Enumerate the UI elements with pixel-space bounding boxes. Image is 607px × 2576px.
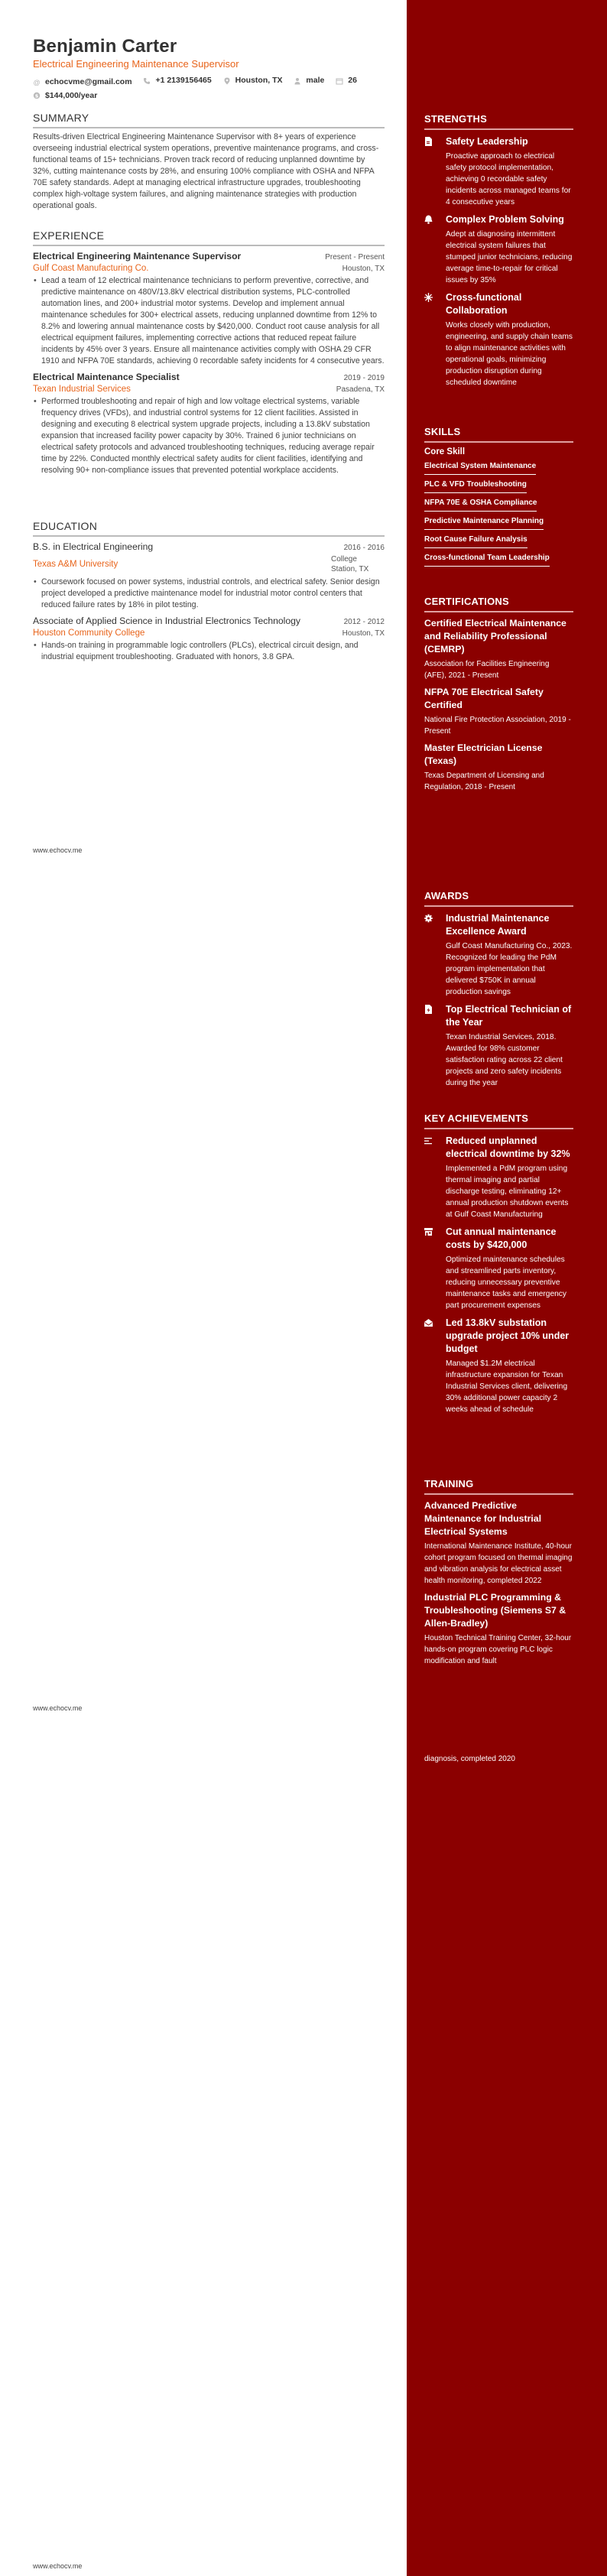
degree: Associate of Applied Science in Industrial Electronics Technology (33, 616, 301, 626)
training-title: Industrial PLC Programming & Troubleshooting (Siemens S7 & Allen-Bradley) (424, 1592, 566, 1629)
award-item (424, 1003, 573, 1089)
certification-issuer: National Fire Protection Association, 2019 - Present (424, 716, 571, 736)
training-item (424, 1591, 573, 1667)
calendar-icon (336, 77, 343, 85)
certification-issuer: Texas Department of Licensing and Regulation, 2018 - Present (424, 772, 544, 791)
award-title: Top Electrical Technician of the Year (446, 1004, 572, 1028)
strengths-section (424, 113, 573, 388)
section-divider (424, 1493, 573, 1495)
education-location: Houston, TX (342, 629, 385, 638)
section-divider (424, 128, 573, 130)
section-heading: KEY ACHIEVEMENTS (424, 1113, 529, 1124)
certification-item (424, 617, 573, 681)
strength-desc: Proactive approach to electrical safety protocol implementation, achieving 0 recordable safety incidents across managed teams for 4 consecutive years (446, 152, 571, 206)
achievement-title: Cut annual maintenance costs by $420,000 (446, 1226, 557, 1250)
education-location: College Station, TX (331, 555, 369, 573)
section-heading: SKILLS (424, 426, 461, 437)
section-divider (33, 245, 385, 246)
certification-item (424, 686, 573, 737)
section-heading: EXPERIENCE (33, 229, 105, 242)
section-divider (424, 905, 573, 907)
section-heading: TRAINING (424, 1478, 474, 1489)
strength-item (424, 135, 573, 208)
section-divider (33, 127, 385, 128)
map-pin-icon (223, 77, 231, 85)
certification-name: Master Electrician License (Texas) (424, 742, 543, 766)
award-item (424, 912, 573, 998)
section-heading: AWARDS (424, 890, 469, 901)
award-desc: Gulf Coast Manufacturing Co., 2023. Recognized for leading the PdM program implementation that delivered $750K in annual production savings (446, 942, 573, 996)
candidate-title: Electrical Engineering Maintenance Supervisor (33, 58, 239, 70)
envelope-open-icon (424, 1317, 446, 1415)
section-divider (33, 535, 385, 537)
education-entry (33, 541, 385, 611)
skill-category: Core Skill (424, 447, 466, 456)
section-divider (424, 441, 573, 443)
company-name: Gulf Coast Manufacturing Co. (33, 264, 149, 273)
person-icon (294, 77, 301, 85)
footer-url[interactable]: www.echocv.me (33, 1704, 83, 1712)
file-bolt-icon (424, 1003, 446, 1089)
at-sign-icon: @ (33, 78, 41, 86)
job-dates: Present - Present (325, 253, 385, 261)
school-name: Houston Community College (33, 629, 145, 638)
achievement-title: Led 13.8kV substation upgrade project 10% under budget (446, 1317, 570, 1354)
job-dates: 2019 - 2019 (343, 374, 385, 382)
skill-tag: Electrical System Maintenance (424, 462, 536, 475)
coin-icon (33, 92, 41, 99)
candidate-name: Benjamin Carter (33, 36, 177, 57)
section-divider (424, 611, 573, 612)
award-title: Industrial Maintenance Excellence Award (446, 913, 550, 937)
education-section (33, 520, 385, 663)
section-heading: CERTIFICATIONS (424, 596, 509, 607)
job-location: Houston, TX (342, 265, 385, 273)
strength-item (424, 291, 573, 388)
job-location: Pasadena, TX (336, 385, 385, 394)
education-entry (33, 616, 385, 663)
skill-tag: Root Cause Failure Analysis (424, 535, 527, 548)
footer-url[interactable]: www.echocv.me (33, 2562, 83, 2570)
job-title: Electrical Engineering Maintenance Supervisor (33, 251, 242, 261)
svg-text:$: $ (34, 93, 39, 99)
skill-tag: PLC & VFD Troubleshooting (424, 480, 527, 493)
strength-item (424, 213, 573, 286)
certification-name: NFPA 70E Electrical Safety Certified (424, 687, 544, 710)
summary-text: Results-driven Electrical Engineering Maintenance Supervisor with 8+ years of experience overseeing industrial electrical system operations, preventive maintenance programs, and cross-functional teams of 15+ technicians. Proven track record of reducing unplanned downtime by 32%, cutting maintenance costs by 28%, and ensuring 100% compliance with OSHA and NFPA 70E safety standards. Adept at managing electrical infrastructure upgrades, troubleshooting complex high-voltage system failures, and aligning maintenance strategies with production operational goals. (33, 132, 379, 210)
job-entry (33, 251, 385, 367)
job-entry (33, 372, 385, 476)
document-icon (424, 135, 446, 208)
contact-age: 26 (336, 74, 357, 87)
training-section (424, 1478, 573, 1667)
contact-email[interactable]: @ echocvme@gmail.com (33, 77, 132, 86)
store-icon (424, 1226, 446, 1311)
strength-desc: Works closely with production, engineering, and supply chain teams to align maintenance activities with operational goals, minimizing production disruption during scheduled downtime (446, 321, 573, 387)
training-title: Advanced Predictive Maintenance for Industrial Electrical Systems (424, 1500, 542, 1537)
section-heading: SUMMARY (33, 112, 89, 124)
skills-section (424, 426, 573, 567)
strength-desc: Adept at diagnosing intermittent electrical system failures that stumped junior technicians, reducing average time-to-repair for critical issues by 35% (446, 230, 573, 284)
job-bullet: • Lead a team of 12 electrical maintenance technicians to perform preventive, corrective, and predictive maintenance on 480V/13.8kV electrical distribution systems, PLC-controlled automation lines, and 200+ industrial motor systems. Develop and implement annual maintenance schedules for 300+ electrical assets, reducing unplanned downtime from 12% to 8.2% and lowering annual maintenance costs by $420,000. Conduct root cause analysis for all electrical equipment failures, implementing corrective actions that reduced repeat failure incidents by 45% over 3 years. Ensure all maintenance activities comply with OSHA 29 CFR 1910 and NFPA 70E standards, achieving 0 recordable safety incidents for 4 consecutive years. (33, 275, 385, 367)
lines-icon (424, 1135, 446, 1220)
education-dates: 2012 - 2012 (343, 618, 385, 626)
achievement-item (424, 1317, 573, 1415)
contact-info (33, 74, 385, 104)
certification-item (424, 742, 573, 793)
footer-url[interactable]: www.echocv.me (33, 846, 83, 854)
experience-section (33, 229, 385, 476)
education-bullet: • Hands-on training in programmable logic controllers (PLCs), electrical circuit design, and industrial equipment troubleshooting. Graduated with honors, 3.8 GPA. (33, 640, 385, 663)
skill-tag: Predictive Maintenance Planning (424, 517, 544, 530)
phone-icon (143, 77, 151, 85)
achievement-item (424, 1226, 573, 1311)
awards-section (424, 890, 573, 1089)
section-heading: STRENGTHS (424, 113, 487, 125)
training-item (424, 1499, 573, 1587)
degree: B.S. in Electrical Engineering (33, 541, 154, 552)
training-desc: Houston Technical Training Center, 32-hour hands-on program covering PLC logic modification and fault (424, 1634, 572, 1665)
summary-section (33, 112, 385, 212)
contact-location: Houston, TX (223, 74, 283, 87)
education-bullet: • Coursework focused on power systems, industrial controls, and electrical safety. Senior design project developed a predictive maintenance model for industrial motor control centers that reduced failure rates by 18% in pilot testing. (33, 577, 385, 611)
section-divider (424, 1128, 573, 1129)
strength-title: Complex Problem Solving (446, 214, 564, 225)
skill-tag: Cross-functional Team Leadership (424, 554, 550, 567)
gear-icon (424, 912, 446, 998)
achievement-title: Reduced unplanned electrical downtime by 32% (446, 1135, 570, 1159)
achievements-section (424, 1113, 573, 1415)
achievement-desc: Implemented a PdM program using thermal imaging and partial discharge testing, eliminating 12+ annual production shutdown events at Gulf Coast Manufacturing (446, 1165, 569, 1219)
school-name: Texas A&M University (33, 560, 118, 569)
certification-name: Certified Electrical Maintenance and Reliability Professional (CEMRP) (424, 618, 566, 655)
achievement-desc: Optimized maintenance schedules and streamlined parts inventory, reducing unnecessary preventive maintenance tasks and emergency part procurement expenses (446, 1256, 566, 1310)
certifications-section (424, 596, 573, 793)
certification-issuer: Association for Facilities Engineering (AFE), 2021 - Present (424, 660, 550, 680)
training-continued (424, 1751, 573, 1765)
strength-title: Safety Leadership (446, 136, 528, 147)
contact-gender: male (294, 74, 324, 87)
training-desc-continued: diagnosis, completed 2020 (424, 1755, 515, 1763)
achievement-item (424, 1135, 573, 1220)
achievement-desc: Managed $1.2M electrical infrastructure expansion for Texan Industrial Services client, delivering 30% additional power capacity 2 weeks ahead of schedule (446, 1359, 568, 1414)
company-name: Texan Industrial Services (33, 385, 131, 394)
training-desc: International Maintenance Institute, 40-hour cohort program focused on thermal imaging and vibration analysis for electrical asset health monitoring, completed 2022 (424, 1542, 573, 1585)
job-bullet: • Performed troubleshooting and repair of high and low voltage electrical systems, variable frequency drives (VFDs), and industrial control systems for 12 client facilities. Assisted in designing and executing 8 electrical system upgrade projects, including a 13.8kV substation expansion that increased facility power capacity by 30%. Trained 6 junior technicians on electrical safety protocols and advanced troubleshooting techniques, reducing average repair time by 22%. Conducted monthly electrical safety audits for client facilities, identifying and resolving 90+ non-compliance issues that prevented potential workplace accidents. (33, 396, 385, 476)
job-title: Electrical Maintenance Specialist (33, 372, 180, 382)
section-heading: EDUCATION (33, 520, 98, 532)
skill-tag: NFPA 70E & OSHA Compliance (424, 499, 537, 512)
contact-phone[interactable]: +1 2139156465 (143, 74, 211, 87)
sparkle-icon (424, 291, 446, 388)
bell-icon (424, 213, 446, 286)
strength-title: Cross-functional Collaboration (446, 292, 522, 316)
contact-salary: $ $144,000/year (33, 89, 97, 102)
education-dates: 2016 - 2016 (343, 544, 385, 552)
award-desc: Texan Industrial Services, 2018. Awarded for 98% customer satisfaction rating across 22 client projects and zero safety incidents during the year (446, 1033, 563, 1087)
